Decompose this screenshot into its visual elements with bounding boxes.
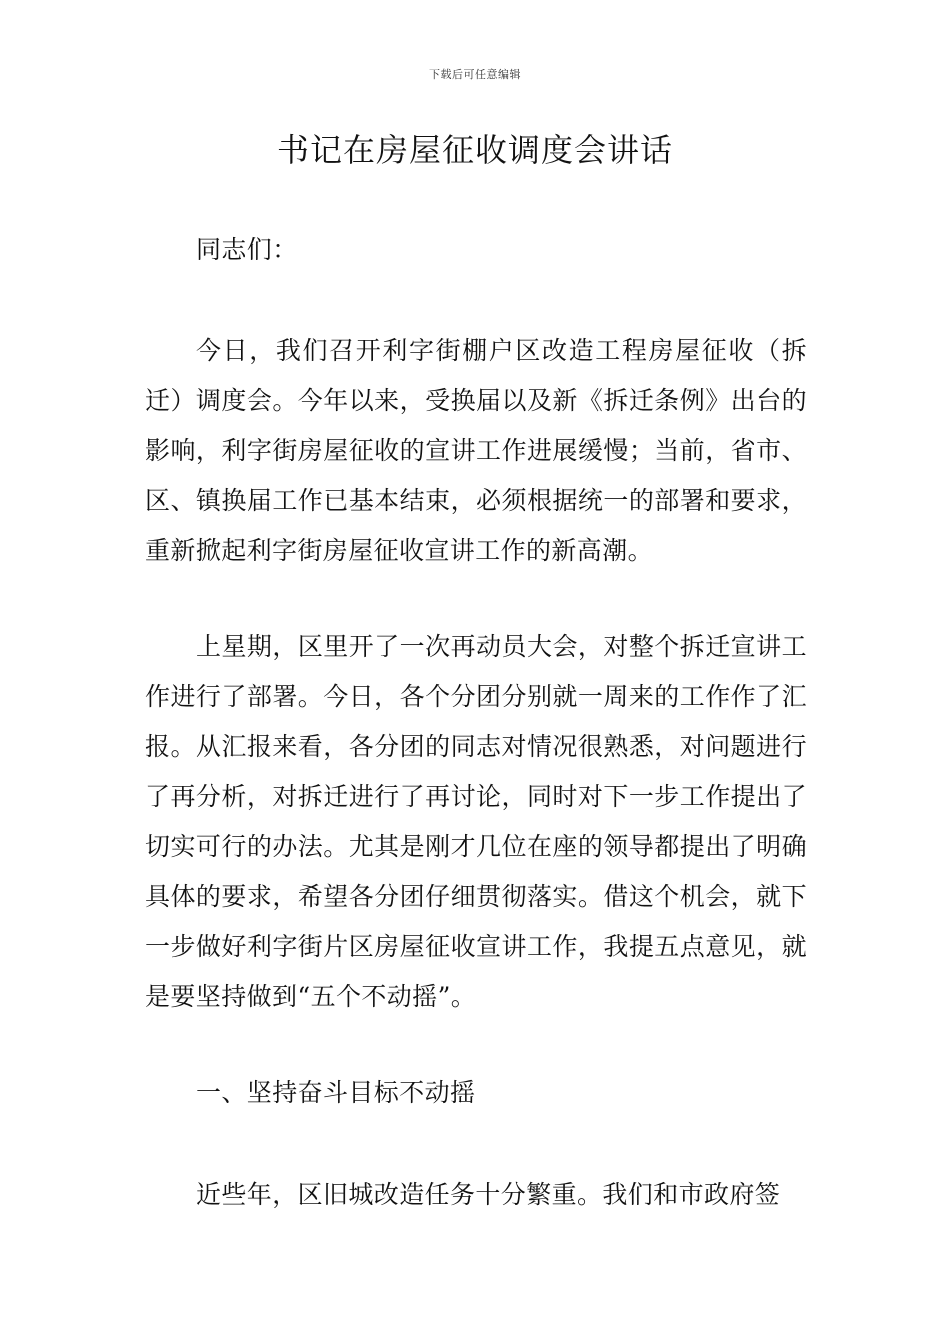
section-heading: 一、坚持奋斗目标不动摇: [196, 1078, 476, 1107]
paragraph-2: 上星期，区里开了一次再动员大会，对整个拆迁宣讲工作进行了部署。今日，各个分团分别就一周来的工作作了汇报。从汇报来看，各分团的同志对情况很熟悉，对问题进行了再分析，对拆迁进行了再讨论，同时对下一步工作提出了切实可行的办法。尤其是刚才几位在座的领导都提出了明确具体的要求，希望各分团仔细贯彻落实。借这个机会，就下一步做好利字街片区房屋征收宣讲工作，我提五点意见，就是要坚持做到“五个不动摇”。: [145, 632, 807, 1011]
document-title: 书记在房屋征收调度会讲话: [276, 131, 673, 169]
salutation: 同志们：: [196, 235, 298, 264]
header-note: 下载后可任意编辑: [429, 68, 521, 81]
paragraph-3-first-line: 近些年，区旧城改造任务十分繁重。我们和市政府签: [196, 1180, 781, 1209]
paragraph-1: 今日，我们召开利字街棚户区改造工程房屋征收（拆迁）调度会。今年以来，受换届以及新《拆迁条例》出台的影响，利字街房屋征收的宣讲工作进展缓慢；当前，省市、区、镇换届工作已基本结束，必须根据统一的部署和要求，重新掀起利字街房屋征收宣讲工作的新高潮。: [145, 336, 807, 565]
